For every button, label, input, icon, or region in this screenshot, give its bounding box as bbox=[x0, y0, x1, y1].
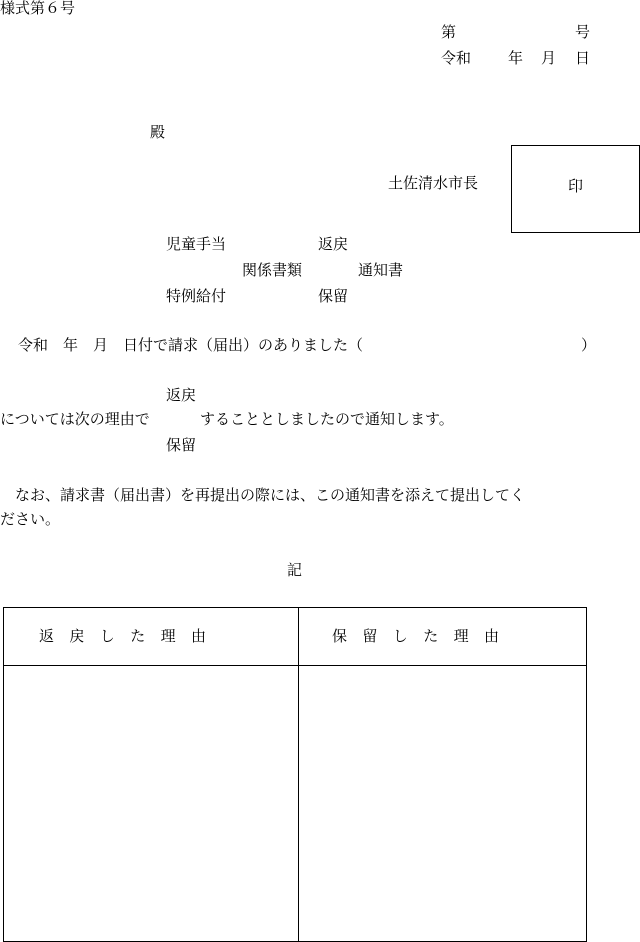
date-month-label: 月 bbox=[541, 49, 557, 67]
ki-heading: 記 bbox=[287, 561, 303, 579]
date-year-label: 年 bbox=[508, 49, 524, 67]
cell-hold-reason[interactable] bbox=[299, 666, 586, 941]
cell-return-reason[interactable] bbox=[4, 666, 298, 941]
subject-option-hold: 保留 bbox=[318, 287, 349, 305]
body-note-line-1: なお、請求書（届出書）を再提出の際には、この通知書を添えて提出してく bbox=[15, 486, 526, 504]
reasons-table bbox=[3, 607, 587, 942]
subject-option-return: 返戻 bbox=[318, 235, 349, 253]
seal-label: 印 bbox=[567, 177, 583, 195]
date-era: 令和 bbox=[441, 49, 472, 67]
subject-related-documents: 関係書類 bbox=[242, 261, 303, 279]
subject-special-benefit: 特例給付 bbox=[166, 287, 227, 305]
form-number: 様式第６号 bbox=[0, 0, 76, 17]
subject-notice: 通知書 bbox=[358, 261, 404, 279]
body-line-reason-b: することとしましたので通知します。 bbox=[200, 410, 454, 428]
subject-child-allowance: 児童手当 bbox=[166, 235, 227, 253]
date-day-label: 日 bbox=[575, 49, 591, 67]
body-option-return: 返戻 bbox=[166, 386, 197, 404]
seal-box bbox=[511, 145, 640, 233]
body-note-line-2: ださい。 bbox=[0, 510, 61, 528]
header-return-reason: 返 戻 し た 理 由 bbox=[39, 627, 207, 645]
body-line-reason-a: については次の理由で bbox=[0, 410, 150, 428]
header-hold-reason: 保 留 し た 理 由 bbox=[332, 627, 500, 645]
addressee-honorific: 殿 bbox=[150, 123, 166, 141]
body-option-hold: 保留 bbox=[166, 436, 197, 454]
body-line-request-close: ） bbox=[581, 336, 597, 354]
issuer-name: 土佐清水市長 bbox=[388, 174, 479, 192]
document-number-prefix: 第 bbox=[441, 23, 457, 41]
document-number-suffix: 号 bbox=[575, 23, 591, 41]
body-line-request-date: 令和 年 月 日付で請求（届出）のありました（ bbox=[18, 336, 364, 354]
